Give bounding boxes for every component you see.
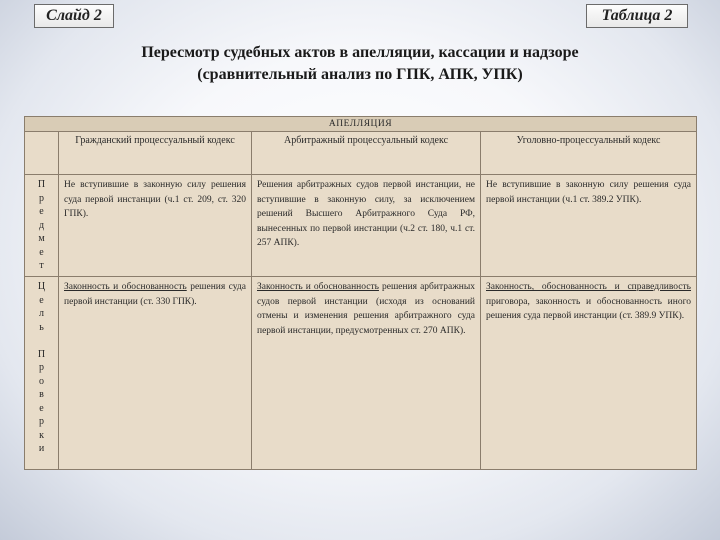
table-row-subject	[25, 175, 697, 277]
row-header-letter: е	[39, 206, 44, 217]
cell-text-underlined: Законность, обоснованность и справедливость	[486, 282, 691, 292]
cell-text: Решения арбитражных судов первой инстанции, не вступившие в законную силу, за исключением решений Высшего Арбитражного Суда РФ, вынесенных по первой инстанции (ч.2 ст. 180, ч.1 ст. 257 АПК).	[257, 180, 475, 248]
cell-text-underlined: Законность и обоснованность	[257, 282, 379, 292]
table-cell	[481, 277, 697, 470]
row-header-letter	[25, 334, 58, 348]
cell-text: решения суда первой инстанции (ст. 330 ГПК).	[64, 282, 246, 307]
row-header-letter: д	[38, 219, 45, 231]
row-header-letter: т	[39, 260, 44, 271]
row-header-letter: р	[39, 362, 44, 373]
row-header-letter: к	[39, 429, 44, 441]
column-header-gpk: Гражданский процессуальный кодекс	[59, 132, 252, 175]
row-header-subject	[25, 175, 59, 277]
section-banner: АПЕЛЛЯЦИЯ	[25, 117, 697, 132]
row-header-letter: и	[38, 443, 45, 454]
page-title-line-2: (сравнительный анализ по ГПК, АПК, УПК)	[197, 66, 523, 83]
row-header-letter: е	[39, 294, 44, 306]
row-header-letter: е	[39, 246, 44, 258]
table-cell	[59, 277, 252, 470]
row-header-letter: П	[37, 179, 46, 190]
slide-label: Слайд 2	[34, 4, 114, 28]
cell-text-underlined: Законность и обоснованность	[64, 282, 187, 292]
row-header-letter: ь	[39, 321, 44, 333]
row-header-letter: Ц	[37, 281, 46, 292]
table-row-purpose	[25, 277, 697, 470]
row-header-letter: р	[39, 192, 44, 204]
cell-text: решения арбитражных судов первой инстанции (исходя из оснований отмены и изменения решения арбитражного суда первой инстанции, предусмотренных ст. 270 АПК).	[257, 282, 475, 336]
corner-cell	[25, 132, 59, 175]
page-title-line-1: Пересмотр судебных актов в апелляции, кассации и надзоре	[141, 44, 579, 61]
page-title	[0, 42, 720, 86]
row-header-letter: м	[38, 233, 45, 244]
table-cell	[252, 175, 481, 277]
section-banner-row	[25, 117, 697, 132]
table-cell	[252, 277, 481, 470]
row-header-purpose	[25, 277, 59, 470]
comparison-table	[24, 116, 697, 470]
column-header-row	[25, 132, 697, 175]
cell-text: Не вступившие в законную силу решения суда первой инстанции (ч.1 ст. 389.2 УПК).	[486, 180, 691, 205]
table-cell	[59, 175, 252, 277]
row-header-letter: в	[39, 389, 44, 400]
column-header-upk: Уголовно-процессуальный кодекс	[481, 132, 697, 175]
row-header-letter: о	[39, 375, 44, 387]
row-header-letter: П	[37, 348, 46, 360]
row-header-letter: л	[39, 308, 44, 319]
table-label: Таблица 2	[586, 4, 688, 28]
cell-text: Не вступившие в законную силу решения суда первой инстанции (ч.1 ст. 209, ст. 320 ГПК).	[64, 180, 246, 219]
column-header-apk: Арбитражный процессуальный кодекс	[252, 132, 481, 175]
row-header-letter: е	[39, 402, 44, 414]
cell-text: приговора, законность и обоснованность иного решения суда первой инстанции (ст. 389.9 УПК).	[486, 296, 691, 321]
row-header-letter: р	[39, 416, 44, 427]
table-cell	[481, 175, 697, 277]
